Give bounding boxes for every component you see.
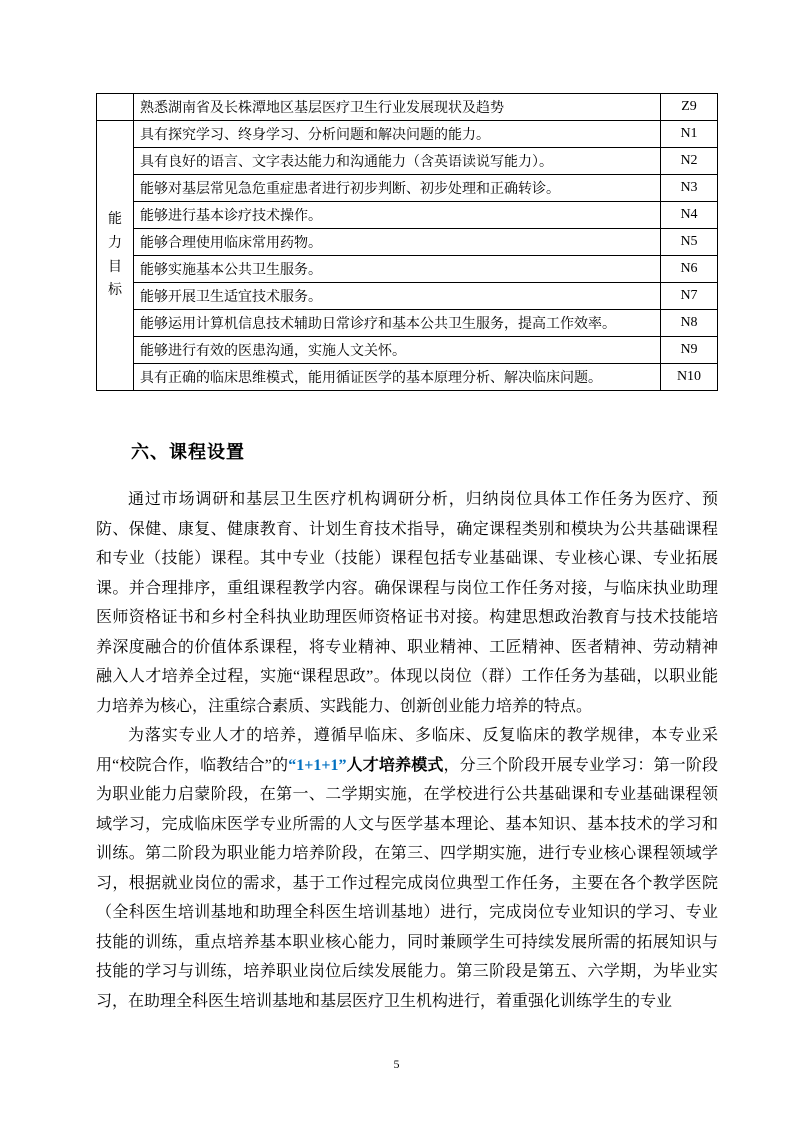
paragraph-curriculum-overview: 通过市场调研和基层卫生医疗机构调研分析，归纳岗位具体工作任务为医疗、预防、保健、康复、健康教育、计划生育技术指导，确定课程类别和模块为公共基础课程和专业（技能）课程。其中专业（技能）课程包括专业基础课、专业核心课、专业拓展课。并合理排序，重组课程教学内容。确保课程与岗位工作任务对接，与临床执业助理医师资格证书和乡村全科执业助理医师资格证书对接。构建思想政治教育与技术技能培养深度融合的价值体系课程，将专业精神、职业精神、工匠精神、医者精神、劳动精神融入人才培养全过程，实施“课程思政”。体现以岗位（群）工作任务为基础，以职业能力培养为核心，注重综合素质、实践能力、创新创业能力培养的特点。 (96, 491, 718, 715)
paragraph-training-model-rest: ，分三个阶段开展专业学习：第一阶段为职业能力启蒙阶段，在第一、二学期实施，在学校进行公共基础课和专业基础课程领域学习，完成临床医学专业所需的人文与医学基本理论、基本知识、基本技术的学习和训练。第二阶段为职业能力培养阶段，在第三、四学期实施，进行专业核心课程领域学习，根据就业岗位的需求，基于工作过程完成岗位典型工作任务，主要在各个教学医院（全科医生培训基地和助理全科医生培训基地）进行，完成岗位专业知识的学习、专业技能的训练，重点培养基本职业核心能力，同时兼顾学生可持续发展所需的拓展知识与技能的学习与训练，培养职业岗位后续发展能力。第三阶段是第五、六学期，为毕业实习，在助理全科医生培训基地和基层医疗卫生机构进行，着重强化训练学生的专业 (96, 756, 718, 1010)
objective-text: 能够运用计算机信息技术辅助日常诊疗和基本公共卫生服务，提高工作效率。 (134, 310, 661, 337)
objective-code: N5 (661, 229, 718, 256)
objective-text: 能够对基层常见急危重症患者进行初步判断、初步处理和正确转诊。 (134, 175, 661, 202)
objective-code: N3 (661, 175, 718, 202)
objective-text: 熟悉湖南省及长株潭地区基层医疗卫生行业发展现状及趋势 (134, 94, 661, 121)
table-row (97, 202, 718, 229)
objectives-table (96, 93, 718, 391)
objective-text: 能够实施基本公共卫生服务。 (134, 256, 661, 283)
objective-code: N6 (661, 256, 718, 283)
table-row (97, 121, 718, 148)
table-row (97, 283, 718, 310)
paragraph-training-model-lead: 为落实专业人才的培养，遵循早临床、多临床、反复临床的教学规律，本专业采用“校院合作，临教结合”的 (96, 727, 718, 774)
objective-code: N9 (661, 337, 718, 364)
training-model-name-bold: 人才培养模式 (346, 756, 444, 774)
objective-text: 具有良好的语言、文字表达能力和沟通能力（含英语读说写能力）。 (134, 148, 661, 175)
page-number: 5 (393, 1057, 400, 1071)
objective-text: 能够开展卫生适宜技术服务。 (134, 283, 661, 310)
objective-code: N1 (661, 121, 718, 148)
objective-code: Z9 (661, 94, 718, 121)
table-row (97, 337, 718, 364)
objective-code: N2 (661, 148, 718, 175)
objective-text: 能够进行有效的医患沟通，实施人文关怀。 (134, 337, 661, 364)
objective-code: N4 (661, 202, 718, 229)
objective-text: 能够进行基本诊疗技术操作。 (134, 202, 661, 229)
table-row (97, 229, 718, 256)
table-row (97, 148, 718, 175)
training-model-111-highlight: “1+1+1” (288, 756, 347, 774)
objective-code: N7 (661, 283, 718, 310)
objective-code: N10 (661, 364, 718, 391)
objective-text: 具有探究学习、终身学习、分析问题和解决问题的能力。 (134, 121, 661, 148)
table-row (97, 364, 718, 391)
objective-code: N8 (661, 310, 718, 337)
table-row (97, 175, 718, 202)
table-row (97, 310, 718, 337)
table-row (97, 256, 718, 283)
group-cell-ability-goals: 能力目标 (97, 121, 134, 391)
paragraph-training-model (96, 721, 718, 1016)
section-heading: 六、课程设置 (131, 442, 245, 462)
table-row (97, 94, 718, 121)
page-content (96, 93, 718, 1016)
group-cell-empty (97, 94, 134, 121)
objective-text: 能够合理使用临床常用药物。 (134, 229, 661, 256)
objective-text: 具有正确的临床思维模式，能用循证医学的基本原理分析、解决临床问题。 (134, 364, 661, 391)
